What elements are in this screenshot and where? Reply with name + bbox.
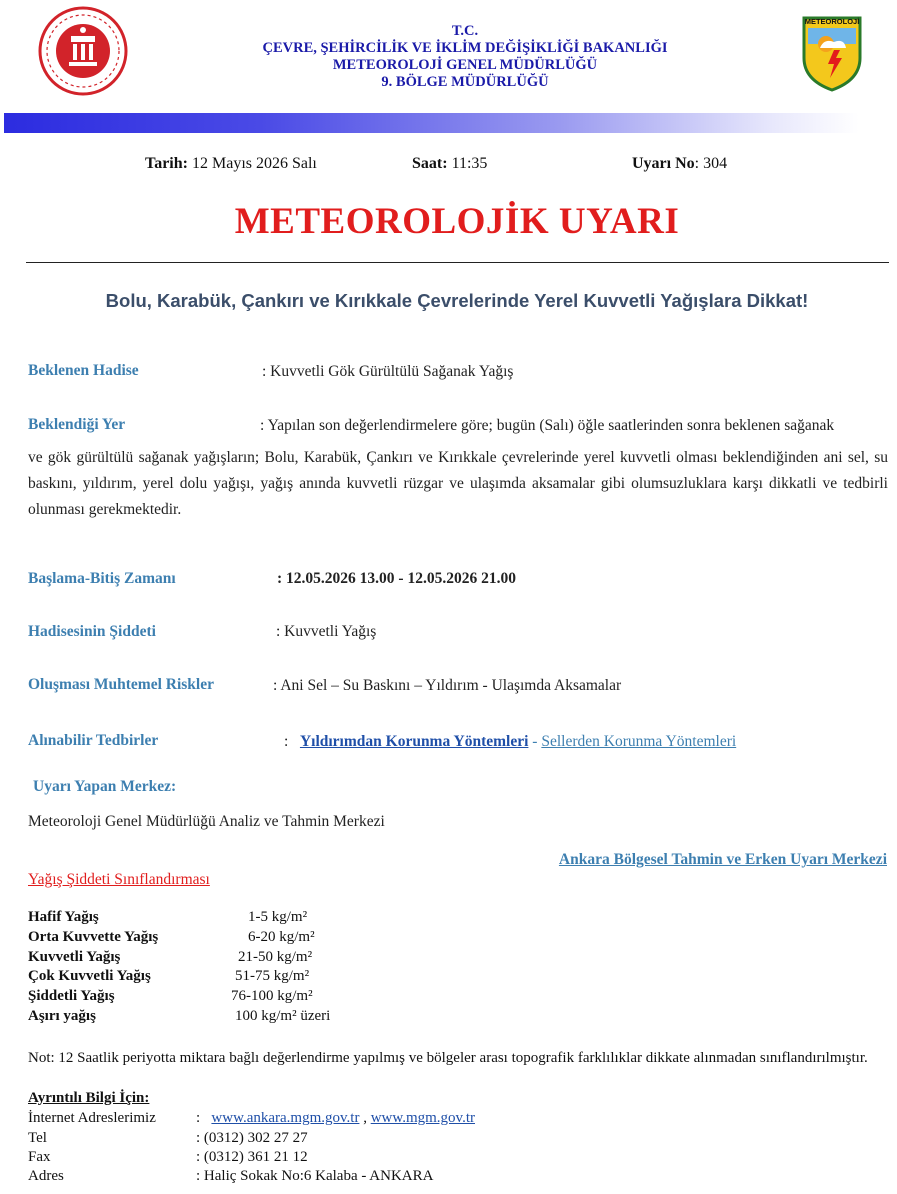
- classification-value: 51-75 kg/m²: [235, 968, 310, 984]
- precautions-separator: -: [528, 733, 542, 750]
- contact-title: Ayrıntılı Bilgi İçin:: [28, 1090, 150, 1106]
- risks-value: : Ani Sel – Su Baskını – Yıldırım - Ulaşımda Aksamalar: [273, 677, 622, 694]
- precautions-colon: :: [284, 733, 289, 750]
- classification-name: Kuvvetli Yağış: [28, 949, 121, 965]
- classification-name: Hafif Yağış: [28, 909, 99, 925]
- classification-name: Şiddetli Yağış: [28, 988, 115, 1004]
- header-directorate: METEOROLOJİ GENEL MÜDÜRLÜĞÜ: [332, 57, 598, 73]
- tel-value: : (0312) 302 27 27: [196, 1130, 308, 1146]
- classification-value: 21-50 kg/m²: [238, 949, 313, 965]
- warning-number-label: Uyarı No: [632, 155, 695, 172]
- warning-number-value: : 304: [694, 155, 728, 172]
- classification-name: Orta Kuvvette Yağış: [28, 929, 159, 945]
- severity-label: Hadisesinin Şiddeti: [28, 623, 156, 640]
- time-label: Saat:: [412, 155, 448, 172]
- mgm-website-link[interactable]: www.mgm.gov.tr: [370, 1110, 475, 1126]
- address-value: : Haliç Sokak No:6 Kalaba - ANKARA: [196, 1168, 434, 1184]
- classification-value: 76-100 kg/m²: [231, 988, 313, 1004]
- expected-location-text: ve gök gürültülü sağanak yağışların; Bolu, Karabük, Çankırı ve Kırıkkale çevrelerinde yerel kuvvetli olması beklendiğinden ani sel, su baskını, yıldırım, yerel dolu yağışı, yağış anında kuvvetli rüzgar ve ulaşımda aksamalar gibi olumsuzluklara karşı dikkatli ve tedbirli olunması gerekmektedir.: [28, 449, 888, 518]
- precautions-label: Alınabilir Tedbirler: [28, 732, 159, 749]
- date-field: [145, 155, 317, 173]
- risks-label: Oluşması Muhtemel Riskler: [28, 676, 214, 693]
- classification-name: Çok Kuvvetli Yağış: [28, 968, 151, 984]
- classification-value: 6-20 kg/m²: [248, 929, 315, 945]
- date-value: 12 Mayıs 2026 Salı: [191, 155, 317, 172]
- issuing-center-label: Uyarı Yapan Merkez:: [33, 778, 177, 795]
- time-field: [412, 155, 487, 173]
- start-end-time-value: : 12.05.2026 13.00 - 12.05.2026 21.00: [277, 570, 516, 587]
- ankara-website-link[interactable]: www.ankara.mgm.gov.tr: [211, 1110, 360, 1126]
- start-end-time-label: Başlama-Bitiş Zamanı: [28, 570, 176, 587]
- classification-name: Aşırı yağış: [28, 1008, 96, 1024]
- web-colon: :: [196, 1110, 201, 1126]
- fax-value: : (0312) 361 21 12: [196, 1149, 308, 1165]
- ministry-seal-logo: [38, 6, 128, 96]
- date-label: Tarih:: [145, 155, 188, 172]
- expected-event-value: : Kuvvetli Gök Gürültülü Sağanak Yağış: [262, 363, 514, 380]
- expected-event-label: Beklenen Hadise: [28, 362, 139, 379]
- flood-protection-link[interactable]: Sellerden Korunma Yöntemleri: [541, 733, 737, 750]
- classification-value: 100 kg/m² üzeri: [235, 1008, 331, 1024]
- title-divider: [26, 262, 889, 263]
- expected-location-first-line: : Yapılan son değerlendirmelere göre; bugün (Salı) öğle saatlerinden sonra beklenen sağanak: [260, 417, 835, 434]
- classification-value: 1-5 kg/m²: [248, 909, 308, 925]
- meteoroloji-logo-text: METEOROLOJİ: [804, 17, 860, 26]
- fax-label: Fax: [28, 1149, 51, 1165]
- time-value: 11:35: [451, 155, 488, 172]
- classification-note: Not: 12 Saatlik periyotta miktara bağlı değerlendirme yapılmış ve bölgeler arası topografik farklılıklar dikkate alınmadan sınıflandırılmıştır.: [28, 1050, 868, 1066]
- web-separator: ,: [359, 1110, 371, 1126]
- web-label: İnternet Adreslerimiz: [28, 1110, 156, 1126]
- header-gradient-bar: [4, 113, 859, 133]
- address-label: Adres: [28, 1168, 64, 1184]
- issuing-center-value: Meteoroloji Genel Müdürlüğü Analiz ve Tahmin Merkezi: [28, 813, 385, 830]
- classification-title: Yağış Şiddeti Sınıflandırması: [28, 871, 210, 888]
- page-title: METEOROLOJİK UYARI: [234, 201, 680, 242]
- header-ministry: ÇEVRE, ŞEHİRCİLİK VE İKLİM DEĞİŞİKLİĞİ BAKANLIĞI: [262, 40, 668, 56]
- severity-value: : Kuvvetli Yağış: [276, 623, 377, 640]
- warning-number-field: [632, 155, 727, 173]
- web-links: [196, 1110, 475, 1127]
- header-region: 9. BÖLGE MÜDÜRLÜĞÜ: [381, 74, 549, 90]
- header-tc: T.C.: [451, 23, 479, 39]
- expected-location-label: Beklendiği Yer: [28, 416, 126, 433]
- warning-headline: Bolu, Karabük, Çankırı ve Kırıkkale Çevrelerinde Yerel Kuvvetli Yağışlara Dikkat!: [105, 290, 809, 311]
- meteoroloji-shield-logo: [800, 14, 864, 92]
- precautions-links: [284, 733, 736, 751]
- regional-center-link[interactable]: Ankara Bölgesel Tahmin ve Erken Uyarı Merkezi: [558, 851, 887, 868]
- lightning-protection-link[interactable]: Yıldırımdan Korunma Yöntemleri: [299, 733, 529, 750]
- tel-label: Tel: [28, 1130, 47, 1146]
